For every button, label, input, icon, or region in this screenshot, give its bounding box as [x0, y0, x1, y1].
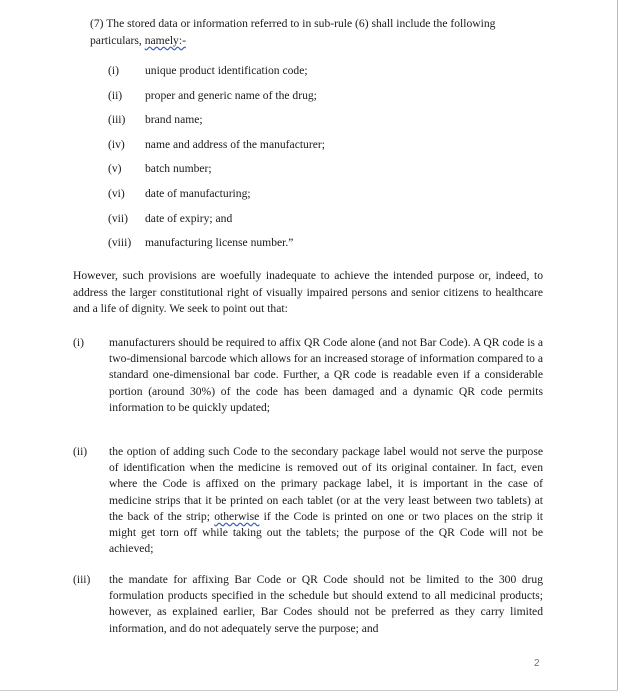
point-number: (i) — [73, 336, 84, 349]
point-text: the mandate for affixing Bar Code or QR Code should not be limited to the 300 drug formulation products specified in the schedule but should extend to all medicinal products; however, as explained earlier, Bar Codes should not be preferred as they carry limited information, and do not adequately serve the purpose; and — [109, 573, 543, 635]
however-paragraph: However, such provisions are woefully inadequate to achieve the intended purpose or, indeed, to address the larger constitutional right of visually impaired persons and senior citizens to healthcare and a life of dignity. We seek to point out that: — [73, 269, 543, 315]
list-item-number: (viii) — [108, 236, 132, 250]
point-number: (iii) — [73, 573, 91, 586]
list-item-text: brand name; — [145, 113, 203, 127]
list-item-text: name and address of the manufacturer; — [145, 137, 325, 151]
point-text-part: if the Code is printed on one or two places on the strip it might get torn off while taking out the tablets; the purpose of the QR Code will not be achieved; — [109, 509, 544, 556]
intro-text: (7) The stored data or information referred to in sub-rule (6) shall include the following particulars, — [90, 17, 496, 47]
list-item-text: unique product identification code; — [145, 64, 308, 77]
list-item-number: (v) — [108, 162, 122, 176]
list-item-text: manufacturing license number.” — [145, 236, 294, 250]
intro-paragraph — [90, 15, 540, 49]
point-text — [109, 444, 543, 557]
list-item-text: batch number; — [145, 162, 212, 176]
list-item-number: (ii) — [108, 88, 123, 102]
point-number: (ii) — [73, 445, 88, 458]
point-item — [73, 572, 543, 637]
list-item-text: date of manufacturing; — [145, 186, 251, 200]
point-text-part: the option of adding such Code to the secondary package label would not serve the purpose of identification when the medicine is removed out of its original container. In fact, even where the Code is affixed on the primary package label, it is important in the case of medicine strips that it be printed on each tablet (or at the very least between two tablets) at the back of the strip; — [109, 445, 543, 523]
list-item-number: (iii) — [108, 113, 126, 127]
list-item-number: (iv) — [108, 137, 125, 151]
page-number: 2 — [534, 658, 540, 669]
point-text: manufacturers should be required to affix QR Code alone (and not Bar Code). A QR code is a two-dimensional barcode which allows for an increased storage of information compared to a standard one-dimensional bar code. Further, a QR code is readable even if a considerable portion (around 30%) of the code has been damaged and a dynamic QR code permits information to be quickly updated; — [109, 336, 543, 414]
point-item — [73, 444, 543, 557]
spellcheck-underlined-word: namely:- — [144, 34, 186, 47]
list-item-number: (vii) — [108, 211, 128, 225]
list-item-text: proper and generic name of the drug; — [145, 88, 317, 102]
list-item-number: (vi) — [108, 186, 125, 200]
list-item-text: date of expiry; and — [145, 211, 233, 225]
spellcheck-underlined-word: otherwise — [214, 509, 260, 523]
point-item — [73, 335, 543, 416]
list-item-number: (i) — [108, 64, 119, 77]
